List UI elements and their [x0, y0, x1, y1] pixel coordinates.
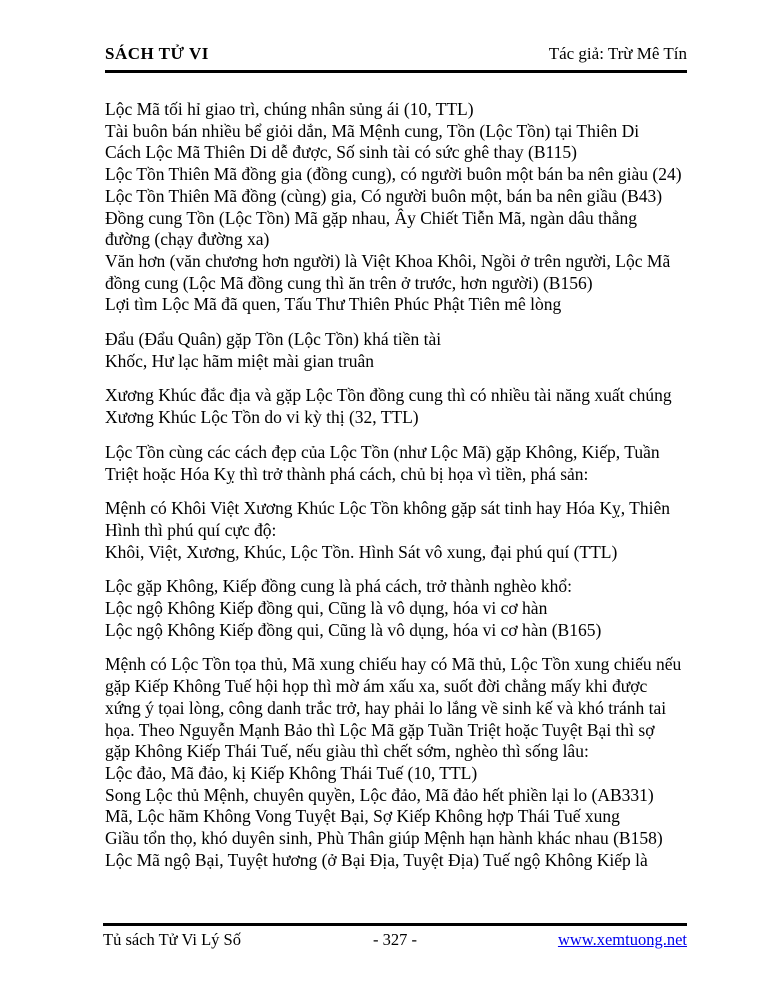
text-line: Lộc Mã ngộ Bại, Tuyệt hương (ở Bại Địa, Tuyệt Địa) Tuế ngộ Không Kiếp là [105, 849, 648, 870]
text-line: Mệnh có Lộc Tồn tọa thủ, Mã xung chiếu hay có Mã thủ, Lộc Tồn xung chiếu nếu [105, 654, 682, 675]
text-line: Lộc ngộ Không Kiếp đồng qui, Cũng là vô dụng, hóa vi cơ hàn (B165) [105, 619, 602, 640]
text-line: Lộc Mã tối hỉ giao trì, chúng nhân sủng ái (10, TTL) [105, 99, 474, 119]
page-body [105, 99, 691, 872]
footer-link-wrap [492, 930, 687, 950]
text-line: Lộc đảo, Mã đảo, kị Kiếp Không Thái Tuế (10, TTL) [105, 762, 478, 783]
text-line: gặp Không Kiếp Thái Tuế, nếu giàu thì chết sớm, nghèo thì sống lâu: [105, 741, 589, 762]
paragraph [105, 99, 691, 316]
text-line: Lộc Tồn cùng các cách đẹp của Lộc Tồn (như Lộc Mã) gặp Không, Kiếp, Tuần [105, 441, 660, 462]
page-number: - 327 - [373, 930, 417, 949]
text-line: Mã, Lộc hãm Không Vong Tuyệt Bại, Sợ Kiếp Không hợp Thái Tuế xung [105, 806, 620, 827]
text-line: Xương Khúc đắc địa và gặp Lộc Tồn đồng cung thì có nhiều tài năng xuất chúng [105, 385, 672, 406]
text-line: Lộc Tồn Thiên Mã đồng gia (đồng cung), có người buôn một bán ba nên giàu (24) [105, 164, 682, 185]
text-line: họa. Theo Nguyễn Mạnh Bảo thì Lộc Mã gặp Tuần Triệt hoặc Tuyệt Bại thì sợ [105, 719, 655, 740]
text-line: Đồng cung Tồn (Lộc Tồn) Mã gặp nhau, Ây Chiết Tiễn Mã, ngàn dâu thẳng [105, 207, 638, 228]
text-line: đường (chạy đường xa) [105, 229, 270, 250]
text-line: Đẩu (Đẩu Quân) gặp Tồn (Lộc Tồn) khá tiền tài [105, 329, 442, 350]
text-line: đồng cung (Lộc Mã đồng cung thì ăn trên ở trước, hơn người) (B156) [105, 272, 593, 293]
text-line: Cách Lộc Mã Thiên Di dễ được, Số sinh tài có sức ghê thay (B115) [105, 142, 577, 163]
text-line: Tài buôn bán nhiều bể giỏi dắn, Mã Mệnh cung, Tồn (Lộc Tồn) tại Thiên Di [105, 120, 640, 141]
text-line: Lộc Tồn Thiên Mã đồng (cùng) gia, Có người buôn một, bán ba nên giầu (B43) [105, 185, 663, 206]
text-line: Song Lộc thủ Mệnh, chuyên quyền, Lộc đảo, Mã đảo hết phiền lại lo (AB331) [105, 784, 654, 805]
page-footer [103, 923, 687, 950]
page-header [105, 44, 687, 73]
text-line: Xương Khúc Lộc Tồn do vi kỳ thị (32, TTL) [105, 407, 419, 428]
text-line: Khôi, Việt, Xương, Khúc, Lộc Tồn. Hình Sát vô xung, đại phú quí (TTL) [105, 541, 618, 562]
series-title: Tủ sách Tử Vi Lý Số [103, 930, 241, 949]
paragraph [105, 654, 691, 871]
paragraph [105, 385, 691, 428]
text-line: xứng ý tọai lòng, công danh trắc trở, hay phải lo lắng về sinh kế và khó tránh tai [105, 697, 667, 718]
book-title: SÁCH TỬ VI [105, 44, 209, 63]
text-line: Hình thì phú quí cực độ: [105, 519, 277, 540]
text-line: Lợi tìm Lộc Mã đã quen, Tấu Thư Thiên Phúc Phật Tiên mê lòng [105, 294, 562, 315]
text-line: Lộc gặp Không, Kiếp đồng cung là phá cách, trở thành nghèo khổ: [105, 576, 573, 597]
text-line: gặp Kiếp Không Tuế hội họp thì mờ ám xấu xa, suốt đời chẳng mấy khi được [105, 676, 648, 697]
text-line: Giầu tổn thọ, khó duyên sinh, Phù Thân giúp Mệnh hạn hành khác nhau (B158) [105, 828, 663, 849]
website-link[interactable]: www.xemtuong.net [557, 930, 688, 949]
text-line: Lộc ngộ Không Kiếp đồng qui, Cũng là vô dụng, hóa vi cơ hàn [105, 598, 548, 619]
text-line: Khốc, Hư lạc hãm miệt mài gian truân [105, 350, 374, 371]
paragraph [105, 498, 691, 563]
text-line: Triệt hoặc Hóa Kỵ thì trở thành phá cách, chủ bị họa vì tiền, phá sản: [105, 463, 589, 484]
text-line: Mệnh có Khôi Việt Xương Khúc Lộc Tồn không gặp sát tinh hay Hóa Kỵ, Thiên [105, 498, 670, 519]
author-credit: Tác giả: Trừ Mê Tín [548, 44, 687, 63]
text-line: Văn hơn (văn chương hơn người) là Việt Khoa Khôi, Ngồi ở trên người, Lộc Mã [105, 250, 671, 271]
paragraph [105, 576, 691, 641]
paragraph [105, 329, 691, 372]
paragraph [105, 442, 691, 485]
